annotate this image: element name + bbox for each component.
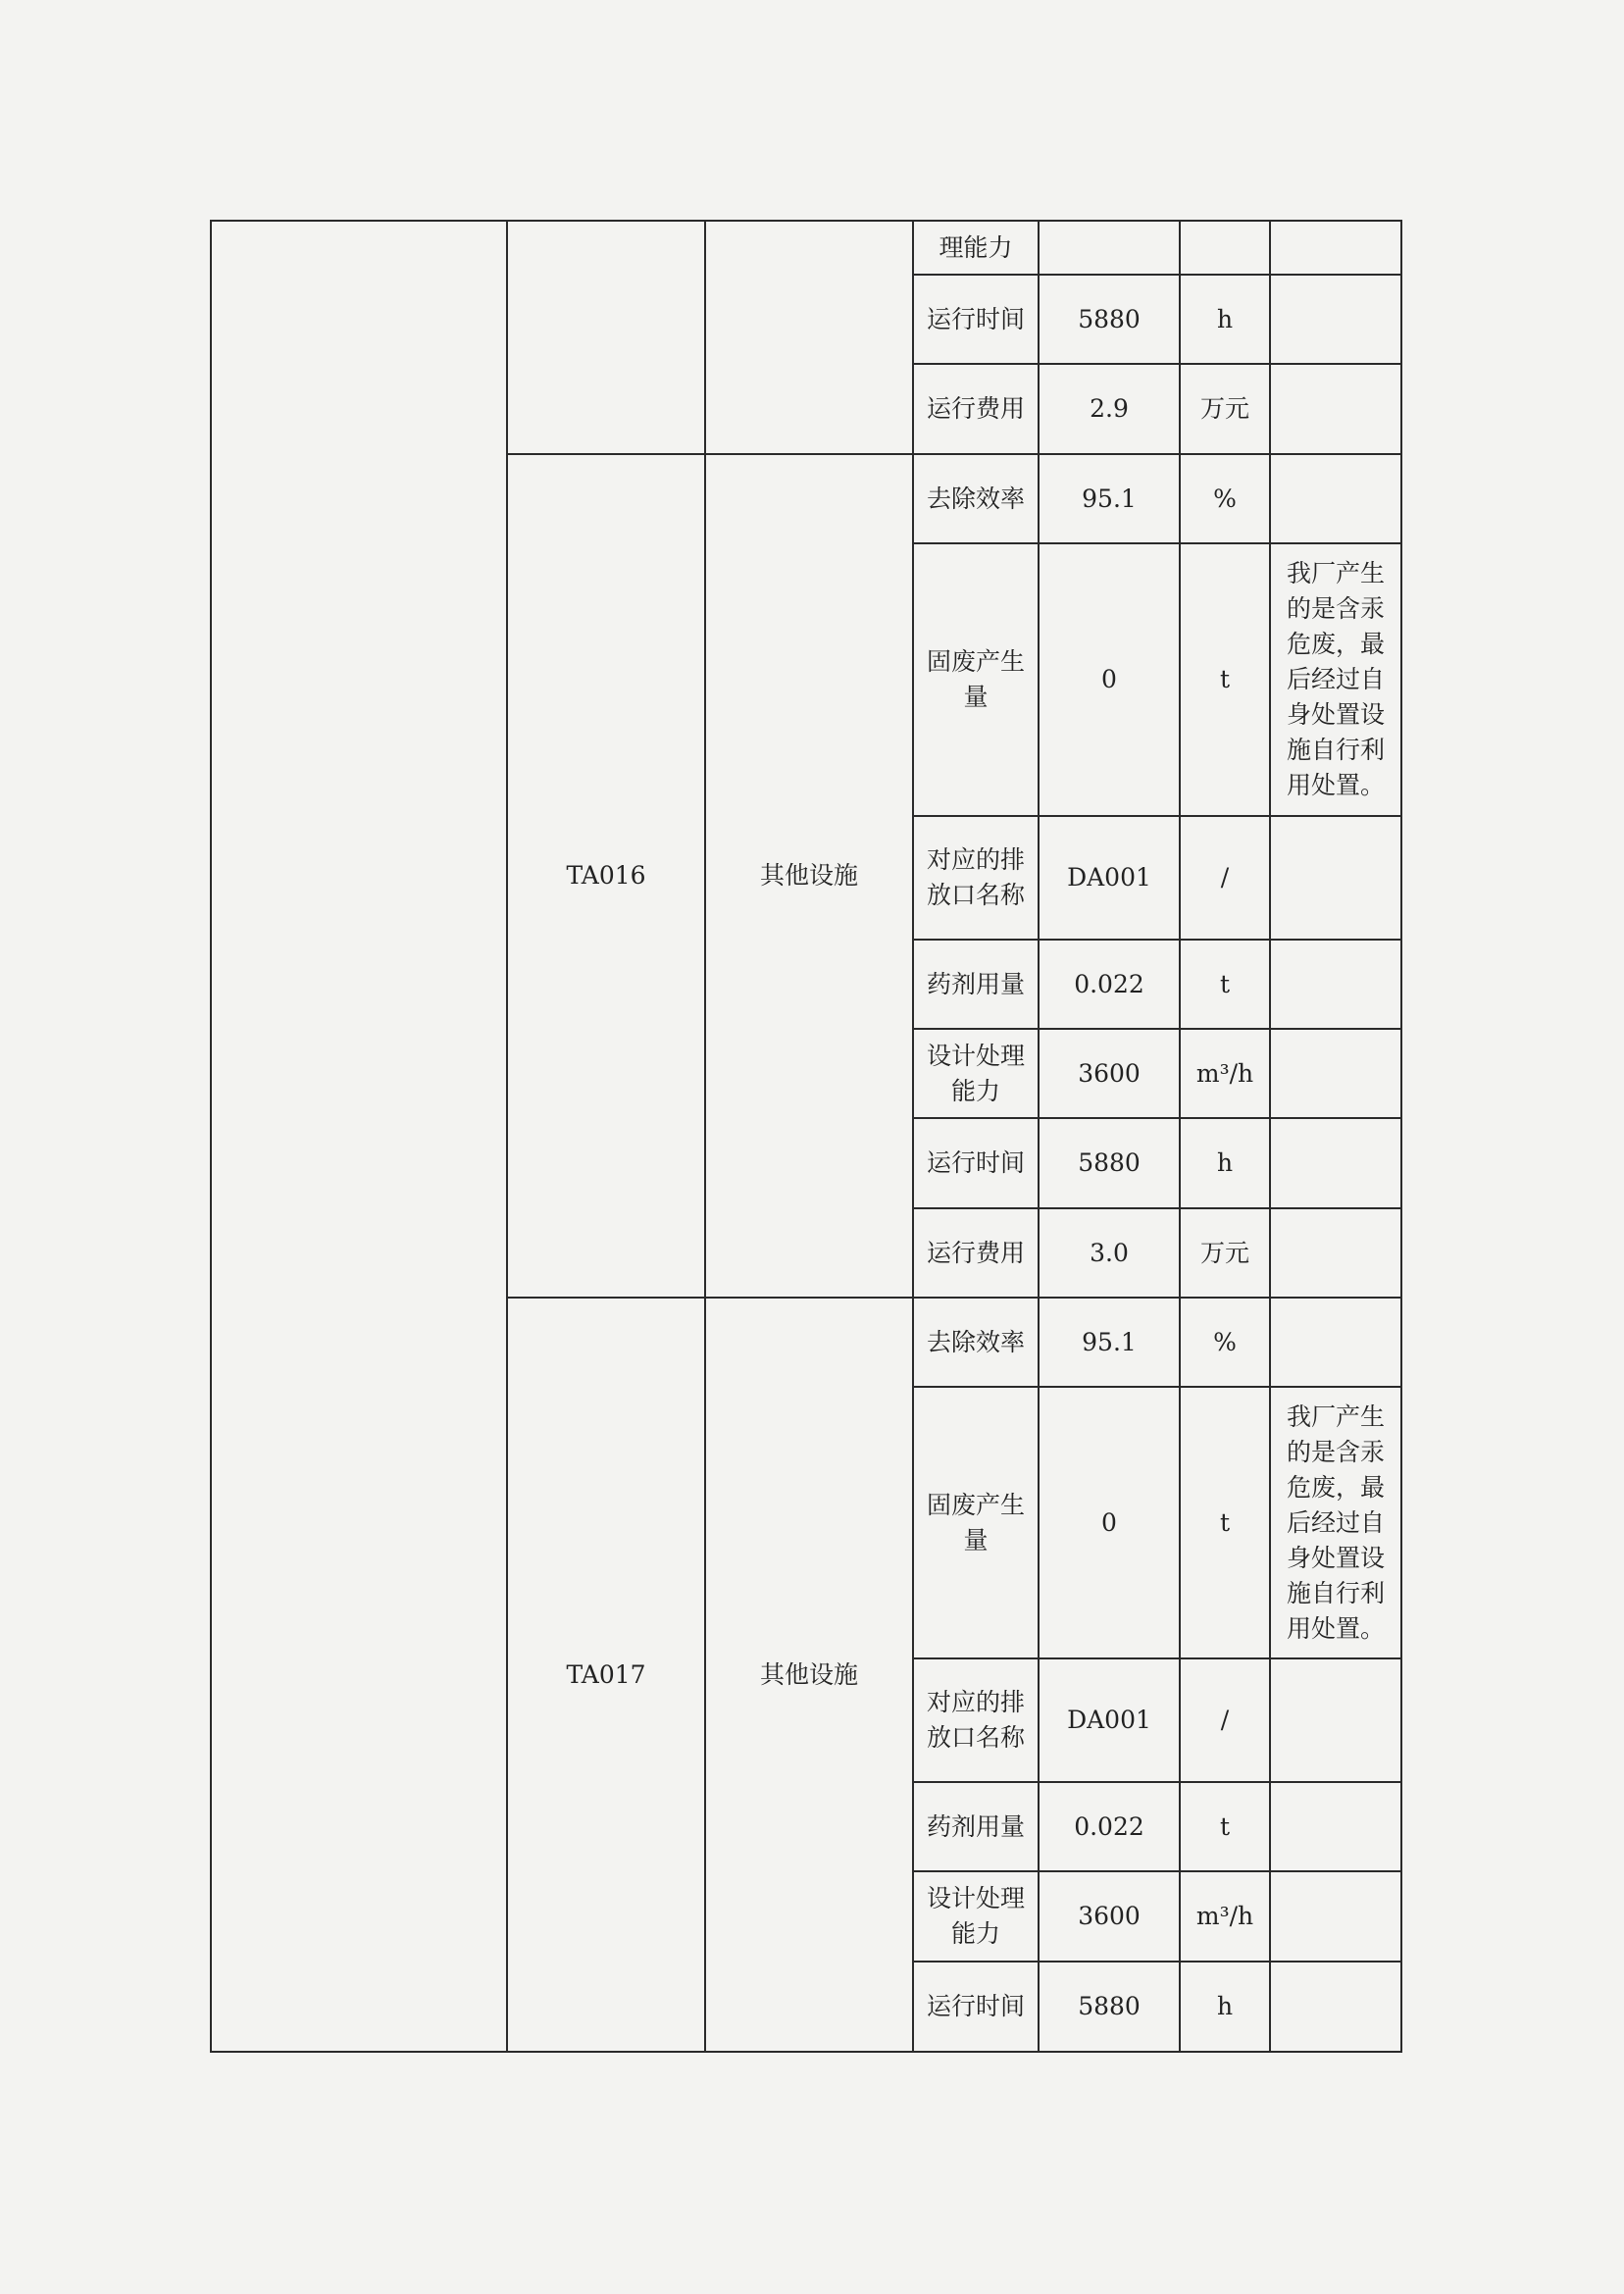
value-cell: 0	[1039, 1387, 1180, 1658]
value-cell: 0	[1039, 543, 1180, 816]
unit-cell: h	[1180, 275, 1270, 364]
value-cell: 5880	[1039, 1962, 1180, 2052]
note-cell	[1270, 1871, 1401, 1962]
unit-cell: h	[1180, 1962, 1270, 2052]
item-cell: 去除效率	[913, 454, 1039, 543]
prev-type-cell	[705, 221, 913, 454]
facility-code-cell: TA017	[507, 1298, 705, 2052]
value-cell: 95.1	[1039, 454, 1180, 543]
note-cell	[1270, 1962, 1401, 2052]
facility-parameter-table	[210, 220, 1402, 2053]
table-row	[211, 221, 1401, 275]
note-cell	[1270, 940, 1401, 1029]
item-cell: 药剂用量	[913, 940, 1039, 1029]
unit-cell: /	[1180, 1658, 1270, 1782]
value-cell: DA001	[1039, 816, 1180, 940]
unit-cell: %	[1180, 1298, 1270, 1387]
value-cell: 0.022	[1039, 940, 1180, 1029]
item-cell: 运行时间	[913, 275, 1039, 364]
item-cell: 对应的排放口名称	[913, 816, 1039, 940]
note-cell	[1270, 1118, 1401, 1208]
unit-cell: h	[1180, 1118, 1270, 1208]
outer-blank-cell	[211, 221, 507, 2052]
item-cell: 理能力	[913, 221, 1039, 275]
value-cell: 5880	[1039, 1118, 1180, 1208]
value-cell: 5880	[1039, 275, 1180, 364]
item-cell: 去除效率	[913, 1298, 1039, 1387]
note-cell	[1270, 816, 1401, 940]
item-cell: 固废产生量	[913, 1387, 1039, 1658]
unit-cell	[1180, 221, 1270, 275]
value-cell	[1039, 221, 1180, 275]
item-cell: 对应的排放口名称	[913, 1658, 1039, 1782]
prev-code-cell	[507, 221, 705, 454]
value-cell: 0.022	[1039, 1782, 1180, 1871]
note-cell	[1270, 1298, 1401, 1387]
unit-cell: 万元	[1180, 1208, 1270, 1298]
value-cell: 3600	[1039, 1029, 1180, 1118]
note-cell	[1270, 364, 1401, 454]
value-cell: 3.0	[1039, 1208, 1180, 1298]
note-cell	[1270, 221, 1401, 275]
item-cell: 药剂用量	[913, 1782, 1039, 1871]
unit-cell: /	[1180, 816, 1270, 940]
value-cell: DA001	[1039, 1658, 1180, 1782]
value-cell: 3600	[1039, 1871, 1180, 1962]
note-cell	[1270, 1029, 1401, 1118]
unit-cell: t	[1180, 1782, 1270, 1871]
note-cell	[1270, 1658, 1401, 1782]
value-cell: 2.9	[1039, 364, 1180, 454]
note-cell	[1270, 1782, 1401, 1871]
item-cell: 设计处理能力	[913, 1029, 1039, 1118]
unit-cell: 万元	[1180, 364, 1270, 454]
unit-cell: %	[1180, 454, 1270, 543]
note-cell: 我厂产生的是含汞危废，最后经过自身处置设施自行利用处置。	[1270, 543, 1401, 816]
note-cell	[1270, 454, 1401, 543]
facility-code-cell: TA016	[507, 454, 705, 1298]
unit-cell: m³/h	[1180, 1029, 1270, 1118]
item-cell: 固废产生量	[913, 543, 1039, 816]
unit-cell: m³/h	[1180, 1871, 1270, 1962]
note-cell: 我厂产生的是含汞危废，最后经过自身处置设施自行利用处置。	[1270, 1387, 1401, 1658]
value-cell: 95.1	[1039, 1298, 1180, 1387]
item-cell: 运行时间	[913, 1962, 1039, 2052]
unit-cell: t	[1180, 940, 1270, 1029]
facility-type-cell: 其他设施	[705, 1298, 913, 2052]
note-cell	[1270, 275, 1401, 364]
unit-cell: t	[1180, 543, 1270, 816]
item-cell: 运行时间	[913, 1118, 1039, 1208]
note-cell	[1270, 1208, 1401, 1298]
item-cell: 运行费用	[913, 1208, 1039, 1298]
item-cell: 运行费用	[913, 364, 1039, 454]
facility-type-cell: 其他设施	[705, 454, 913, 1298]
unit-cell: t	[1180, 1387, 1270, 1658]
item-cell: 设计处理能力	[913, 1871, 1039, 1962]
